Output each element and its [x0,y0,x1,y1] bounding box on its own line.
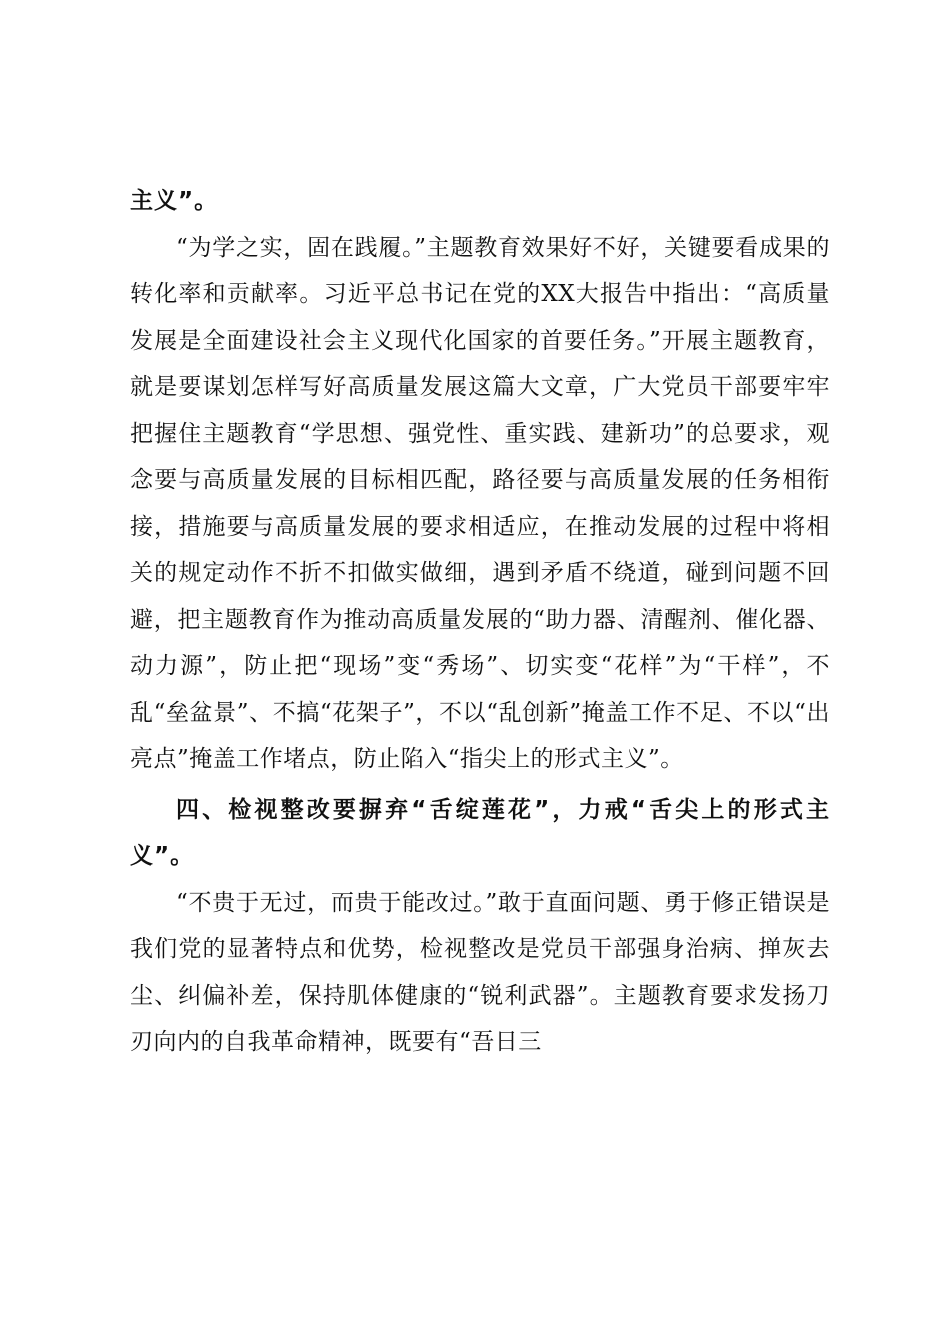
document-body [130,178,830,1066]
section-heading: 四、检视整改要摒弃“舌绽莲花”，力戒“舌尖上的形式主义”。 [130,796,830,869]
body-paragraph: “为学之实，固在践履。”主题教育效果好不好，关键要看成果的转化率和贡献率。习近平总书记在党的XX大报告中指出：“高质量发展是全面建设社会主义现代化国家的首要任务。”开展主题教育，就是要谋划怎样写好高质量发展这篇大文章，广大党员干部要牢牢把握住主题教育“学思想、强党性、重实践、建新功”的总要求，观念要与高质量发展的目标相匹配，路径要与高质量发展的任务相衔接，措施要与高质量发展的要求相适应，在推动发展的过程中将相关的规定动作不折不扣做实做细，遇到矛盾不绕道，碰到问题不回避，把主题教育作为推动高质量发展的“助力器、清醒剂、催化器、动力源”，防止把“现场”变“秀场”、切实变“花样”为“干样”，不乱“垒盆景”、不搞“花架子”，不以“乱创新”掩盖工作不足、不以“出亮点”掩盖工作堵点，防止陷入“指尖上的形式主义”。 [130,234,830,772]
body-paragraph: “不贵于无过，而贵于能改过。”敢于直面问题、勇于修正错误是我们党的显著特点和优势，检视整改是党员干部强身治病、掸灰去尘、纠偏补差，保持肌体健康的“锐利武器”。主题教育要求发扬刀刃向内的自我革命精神，既要有“吾日三 [130,889,830,1055]
paragraph-continuation: 主义”。 [130,188,219,214]
